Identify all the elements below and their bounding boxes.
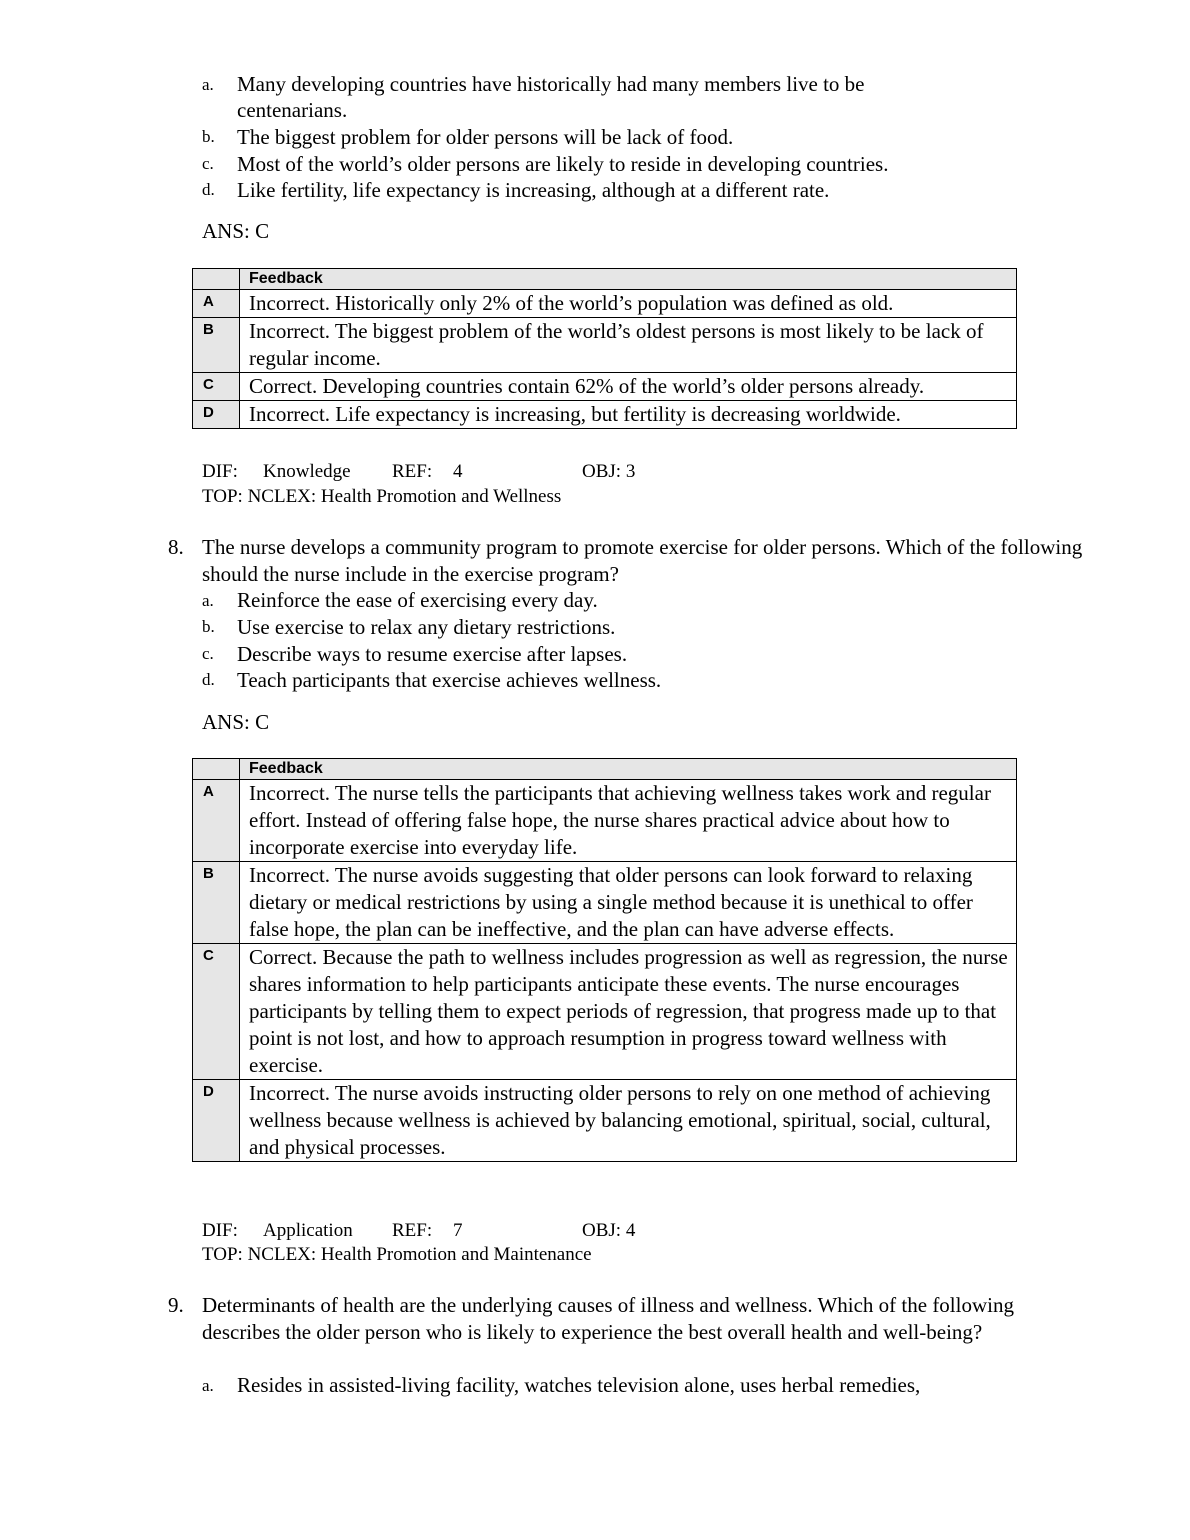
feedback-text: Correct. Developing countries contain 62% of the world’s older persons already. [240, 373, 1017, 401]
topic-line: TOP: NCLEX: Health Promotion and Maintenance [202, 1244, 592, 1265]
obj-label: OBJ: 3 [582, 461, 636, 482]
feedback-key: C [193, 944, 240, 1080]
feedback-table [192, 268, 1017, 429]
ref-label: REF: [392, 461, 433, 482]
feedback-text: Incorrect. The biggest problem of the world’s oldest persons is most likely to be lack of regular income. [240, 318, 1017, 373]
feedback-header-row [193, 759, 1017, 780]
option-text: Reinforce the ease of exercising every day. [237, 588, 598, 612]
option-letter: b. [202, 617, 215, 636]
feedback-row [193, 290, 1017, 318]
question-stem: The nurse develops a community program to promote exercise for older persons. Which of the following should the nurse include in the exercise program? [202, 535, 1083, 586]
option-text: Teach participants that exercise achieves wellness. [237, 668, 662, 692]
feedback-row [193, 862, 1017, 944]
feedback-row [193, 401, 1017, 429]
feedback-row [193, 944, 1017, 1080]
meta-line [202, 1218, 902, 1243]
ref-value: 4 [453, 461, 463, 482]
question-number: 9. [168, 1293, 184, 1317]
option-text: The biggest problem for older persons will be lack of food. [237, 125, 734, 149]
ref-label: REF: [392, 1220, 433, 1241]
feedback-header: Feedback [240, 759, 1017, 780]
option-letter: b. [202, 127, 215, 146]
feedback-header-row [193, 269, 1017, 290]
option-letter: c. [202, 644, 214, 663]
option-text: Describe ways to resume exercise after lapses. [237, 642, 628, 666]
meta-line [202, 459, 902, 484]
answer-label: ANS: C [202, 219, 270, 243]
dif-label: DIF: [202, 461, 238, 482]
option-letter: d. [202, 670, 215, 689]
feedback-text: Incorrect. The nurse avoids suggesting that older persons can look forward to relaxing dietary or medical restrictions by using a single method because it is unethical to offer false hope, the plan can be ineffective, and the plan can have adverse effects. [240, 862, 1017, 944]
ref-value: 7 [453, 1220, 463, 1241]
feedback-key: D [193, 401, 240, 429]
obj-label: OBJ: 4 [582, 1220, 636, 1241]
feedback-key: D [193, 1080, 240, 1162]
dif-value: Knowledge [263, 461, 351, 482]
option-letter: a. [202, 75, 214, 94]
feedback-table [192, 758, 1017, 1162]
feedback-row [193, 780, 1017, 862]
option-letter: c. [202, 154, 214, 173]
option-letter: a. [202, 1376, 214, 1395]
feedback-row [193, 318, 1017, 373]
option-letter: a. [202, 591, 214, 610]
option-letter: d. [202, 180, 215, 199]
option-text: Many developing countries have historically had many members live to be centenarians. [237, 72, 865, 122]
feedback-text: Incorrect. The nurse tells the participants that achieving wellness takes work and regular effort. Instead of offering false hope, the nurse shares practical advice about how to incorporate exercise into everyday life. [240, 780, 1017, 862]
option-text: Most of the world’s older persons are likely to reside in developing countries. [237, 152, 889, 176]
feedback-header: Feedback [240, 269, 1017, 290]
feedback-key: B [193, 318, 240, 373]
feedback-text: Incorrect. Historically only 2% of the world’s population was defined as old. [240, 290, 1017, 318]
feedback-row [193, 373, 1017, 401]
feedback-text: Correct. Because the path to wellness includes progression as well as regression, the nurse shares information to help participants anticipate these events. The nurse encourages participants by telling them to expect periods of regression, that progress made up to that point is not lost, and how to approach resumption in progress toward wellness with exercise. [240, 944, 1017, 1080]
feedback-row [193, 1080, 1017, 1162]
question-stem: Determinants of health are the underlying causes of illness and wellness. Which of the following describes the older person who is likely to experience the best overall health and well-being? [202, 1293, 1014, 1344]
feedback-header-blank [193, 759, 240, 780]
option-text: Resides in assisted-living facility, watches television alone, uses herbal remedies, [237, 1373, 921, 1397]
feedback-key: B [193, 862, 240, 944]
feedback-key: A [193, 780, 240, 862]
option-text: Use exercise to relax any dietary restrictions. [237, 615, 616, 639]
feedback-text: Incorrect. The nurse avoids instructing older persons to rely on one method of achieving wellness because wellness is achieved by balancing emotional, spiritual, social, cultural, and physical processes. [240, 1080, 1017, 1162]
question-number: 8. [168, 535, 184, 559]
answer-label: ANS: C [202, 710, 270, 734]
dif-value: Application [263, 1220, 353, 1241]
option-text: Like fertility, life expectancy is increasing, although at a different rate. [237, 178, 830, 202]
dif-label: DIF: [202, 1220, 238, 1241]
feedback-key: A [193, 290, 240, 318]
topic-line: TOP: NCLEX: Health Promotion and Wellness [202, 486, 562, 507]
feedback-text: Incorrect. Life expectancy is increasing, but fertility is decreasing worldwide. [240, 401, 1017, 429]
feedback-header-blank [193, 269, 240, 290]
feedback-key: C [193, 373, 240, 401]
